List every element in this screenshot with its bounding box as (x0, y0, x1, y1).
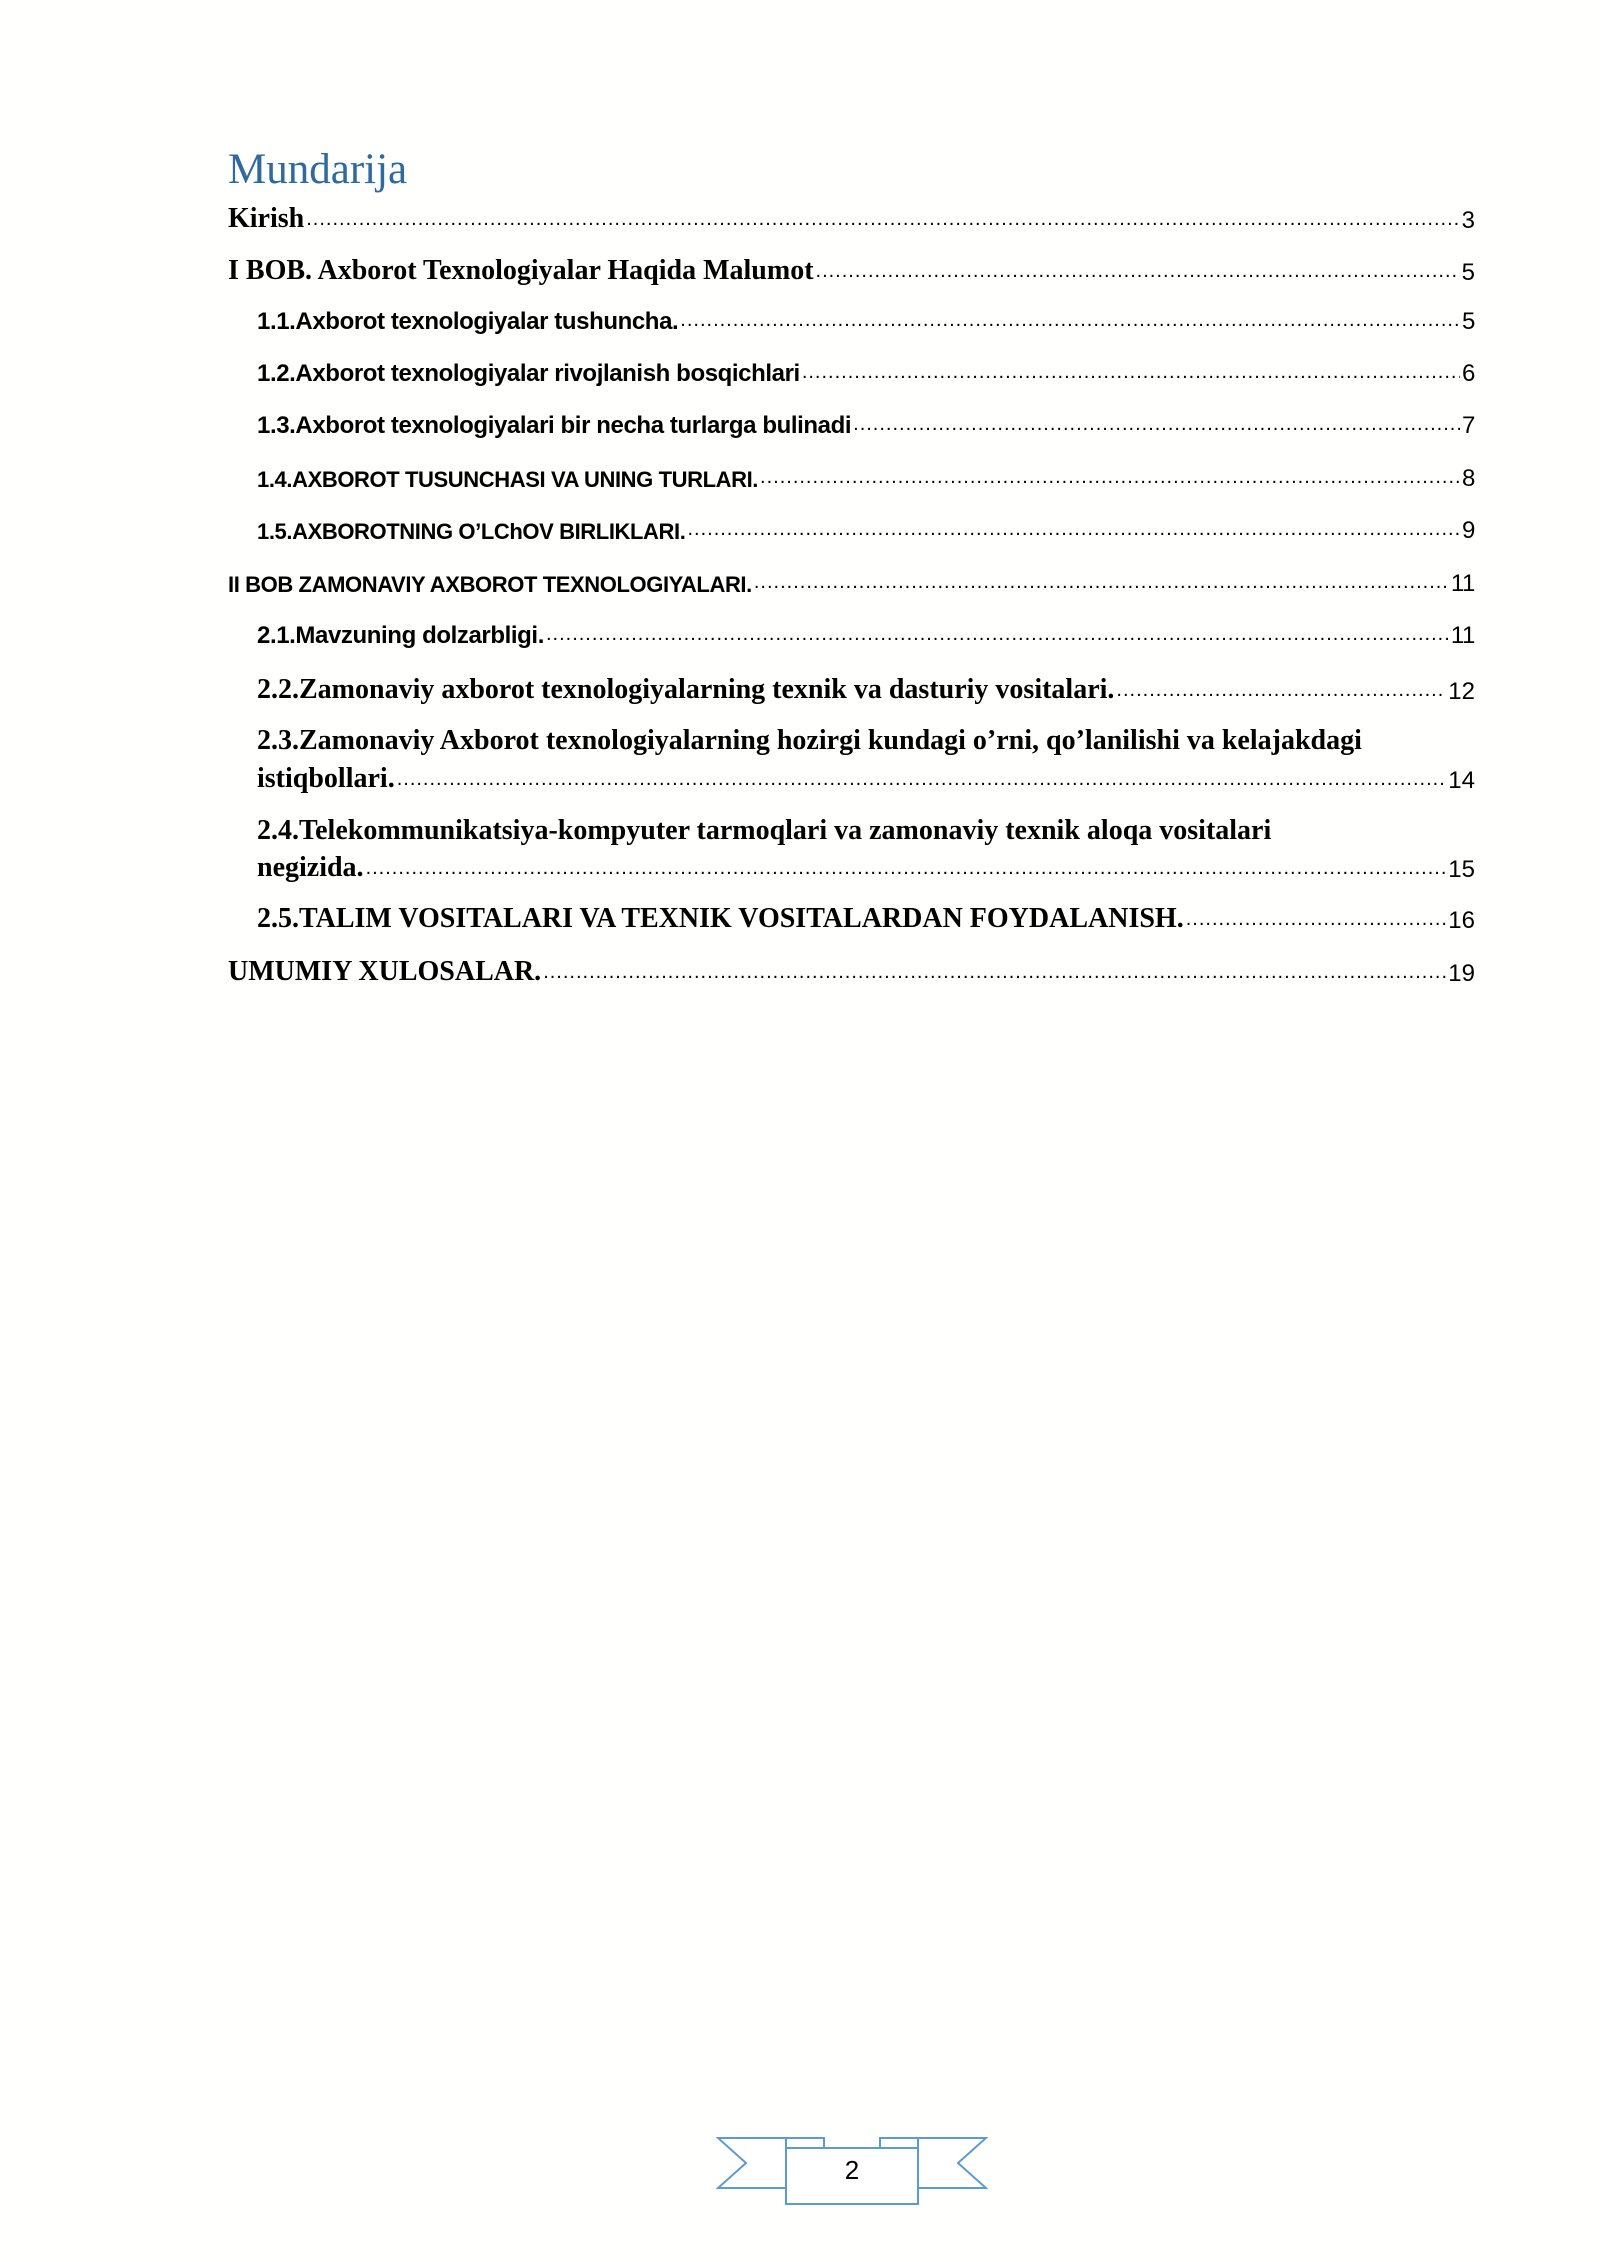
dot-leader (687, 519, 1460, 545)
toc-entry-text: I BOB. Axborot Texnologiyalar Haqida Malumot (228, 255, 814, 286)
dot-leader (853, 414, 1460, 440)
dot-leader (680, 310, 1460, 336)
toc-entry-text: 1.1.Axborot texnologiyalar tushuncha. (257, 308, 679, 335)
toc-entry-2-1[interactable] (257, 622, 1475, 650)
toc-entry-page: 16 (1448, 907, 1475, 934)
dot-leader (802, 362, 1460, 388)
toc-entry-page: 12 (1448, 678, 1475, 705)
toc-entry-2-4-line1[interactable]: 2.4.Telekommunikatsiya-kompyuter tarmoqlari va zamonaviy texnik aloqa vositalari (257, 815, 1272, 846)
toc-entry-chapter-1[interactable] (228, 255, 1475, 287)
toc-entry-text: 1.4.AXBOROT TUSUNCHASI VA UNING TURLARI. (257, 467, 759, 492)
toc-entry-text: 2.5.TALIM VOSITALARI VA TEXNIK VOSITALARDAN FOYDALANISH. (257, 903, 1184, 934)
dot-leader (366, 858, 1447, 884)
toc-entry-1-1[interactable] (257, 308, 1475, 336)
dot-leader (754, 572, 1449, 598)
toc-entry-text: 2.2.Zamonaviy axborot texnologiyalarning texnik va dasturiy vositalari. (257, 674, 1115, 705)
toc-entry-page: 5 (1461, 259, 1475, 286)
toc-entry-kirish[interactable] (228, 203, 1475, 235)
toc-entry-text: 2.1.Mavzuning dolzarbligi. (257, 622, 544, 649)
dot-leader (397, 769, 1447, 795)
toc-entry-page: 5 (1462, 308, 1475, 335)
toc-entry-conclusions[interactable] (228, 956, 1475, 988)
toc-entry-2-3-line1[interactable]: 2.3.Zamonaviy Axborot texnologiyalarning hozirgi kundagi o’rni, qo’lanilishi va kelajakdagi (257, 725, 1362, 756)
toc-entry-1-3[interactable] (257, 412, 1475, 440)
toc-entry-1-4[interactable] (257, 465, 1475, 493)
toc-entry-page: 7 (1462, 412, 1475, 439)
toc-entry-page: 14 (1448, 767, 1475, 794)
toc-entry-text: istiqbollari. (257, 763, 395, 794)
toc-entry-text: II BOB ZAMONAVIY AXBOROT TEXNOLOGIYALARI. (228, 572, 752, 597)
toc-entry-text: 1.2.Axborot texnologiyalar rivojlanish bosqichlari (257, 360, 800, 387)
dot-leader (816, 261, 1460, 287)
toc-entry-text: UMUMIY XULOSALAR. (228, 956, 542, 987)
dot-leader (546, 624, 1449, 650)
toc-entry-2-4[interactable] (257, 852, 1475, 884)
toc-entry-text: Kirish (228, 203, 305, 234)
toc-entry-text: 1.5.AXBOROTNING O’LChOV BIRLIKLARI. (257, 519, 686, 544)
toc-entry-2-2[interactable] (257, 674, 1475, 706)
toc-entry-text: 1.3.Axborot texnologiyalari bir necha turlarga bulinadi (257, 412, 852, 439)
toc-entry-1-5[interactable] (257, 517, 1475, 545)
toc-entry-page: 15 (1448, 856, 1475, 883)
page-number-ribbon (716, 2128, 988, 2208)
dot-leader (1116, 680, 1446, 706)
toc-entry-chapter-2[interactable] (228, 570, 1475, 598)
dot-leader (306, 209, 1459, 235)
toc-entry-page: 3 (1461, 207, 1475, 234)
toc-entry-page: 6 (1462, 360, 1475, 387)
toc-entry-page: 19 (1448, 960, 1475, 987)
dot-leader (760, 467, 1460, 493)
toc-entry-text: negizida. (257, 852, 364, 883)
toc-entry-2-3[interactable] (257, 763, 1475, 795)
toc-title: Mundarija (228, 146, 408, 193)
toc-entry-page: 8 (1462, 465, 1475, 492)
toc-entry-1-2[interactable] (257, 360, 1475, 388)
toc-entry-page: 9 (1462, 517, 1475, 544)
page-number: 2 (844, 2154, 860, 2185)
toc-entry-page: 11 (1450, 622, 1475, 649)
toc-entry-page: 11 (1450, 570, 1475, 597)
dot-leader (1186, 909, 1447, 935)
dot-leader (543, 962, 1446, 988)
toc-entry-2-5[interactable] (257, 903, 1475, 935)
